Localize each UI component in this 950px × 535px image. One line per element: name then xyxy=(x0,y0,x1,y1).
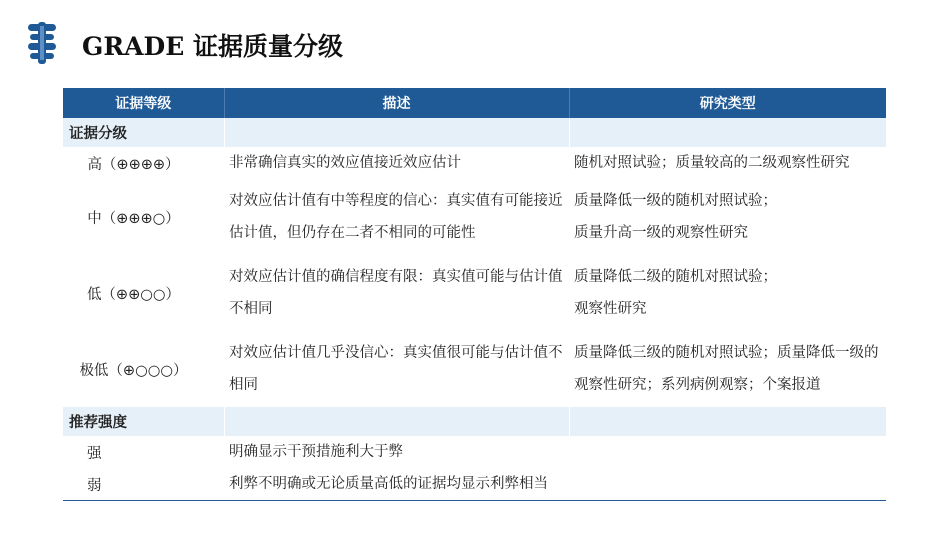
study-type-cell: 质量降低二级的随机对照试验； 观察性研究 xyxy=(574,269,777,317)
table-row-low xyxy=(63,255,886,331)
description-cell: 非常确信真实的效应值接近效应估计 xyxy=(229,155,461,171)
level-cell: 低（⊕⊕○○） xyxy=(86,286,181,303)
level-cell: 极低（⊕○○○） xyxy=(79,362,188,379)
table-row-weak xyxy=(63,468,886,501)
section-label: 证据分级 xyxy=(63,118,224,147)
description-cell: 对效应估计值有中等程度的信心：真实值有可能接近估计值，但仍存在二者不相同的可能性 xyxy=(229,193,563,241)
title-chinese: 证据质量分级 xyxy=(184,32,343,61)
table-row-strong xyxy=(63,436,886,468)
description-cell: 对效应估计值几乎没信心：真实值很可能与估计值不相同 xyxy=(229,345,563,393)
level-cell: 中（⊕⊕⊕○） xyxy=(87,210,180,227)
table-header-row xyxy=(63,88,886,118)
section-row-evidence-grade xyxy=(63,118,886,147)
section-fill xyxy=(224,407,569,436)
title-latin: GRADE xyxy=(82,32,185,61)
section-fill xyxy=(224,118,569,147)
table-row-high xyxy=(63,147,886,179)
description-cell: 对效应估计值的确信程度有限：真实值可能与估计值不相同 xyxy=(229,269,563,317)
study-type-cell: 质量降低一级的随机对照试验； 质量升高一级的观察性研究 xyxy=(574,193,777,241)
section-label: 推荐强度 xyxy=(63,407,224,436)
page-title xyxy=(82,27,343,63)
section-fill xyxy=(569,118,886,147)
study-type-cell: 随机对照试验；质量较高的二级观察性研究 xyxy=(574,155,850,171)
study-type-cell xyxy=(569,436,886,468)
study-type-cell xyxy=(569,468,886,501)
spine-icon xyxy=(25,22,59,64)
level-cell: 高（⊕⊕⊕⊕） xyxy=(87,156,180,173)
section-fill xyxy=(569,407,886,436)
column-header-description: 描述 xyxy=(224,88,569,118)
section-row-recommendation xyxy=(63,407,886,436)
column-header-level: 证据等级 xyxy=(63,88,224,118)
level-cell: 强 xyxy=(87,445,102,462)
table-row-very-low xyxy=(63,331,886,407)
description-cell: 利弊不明确或无论质量高低的证据均显示利弊相当 xyxy=(229,476,548,492)
table-row-moderate xyxy=(63,179,886,255)
study-type-cell: 质量降低三级的随机对照试验；质量降低一级的观察性研究；系列病例观察；个案报道 xyxy=(574,345,879,393)
level-cell: 弱 xyxy=(87,477,102,494)
column-header-study-type: 研究类型 xyxy=(569,88,886,118)
description-cell: 明确显示干预措施利大于弊 xyxy=(229,444,403,460)
grade-table xyxy=(63,88,886,501)
